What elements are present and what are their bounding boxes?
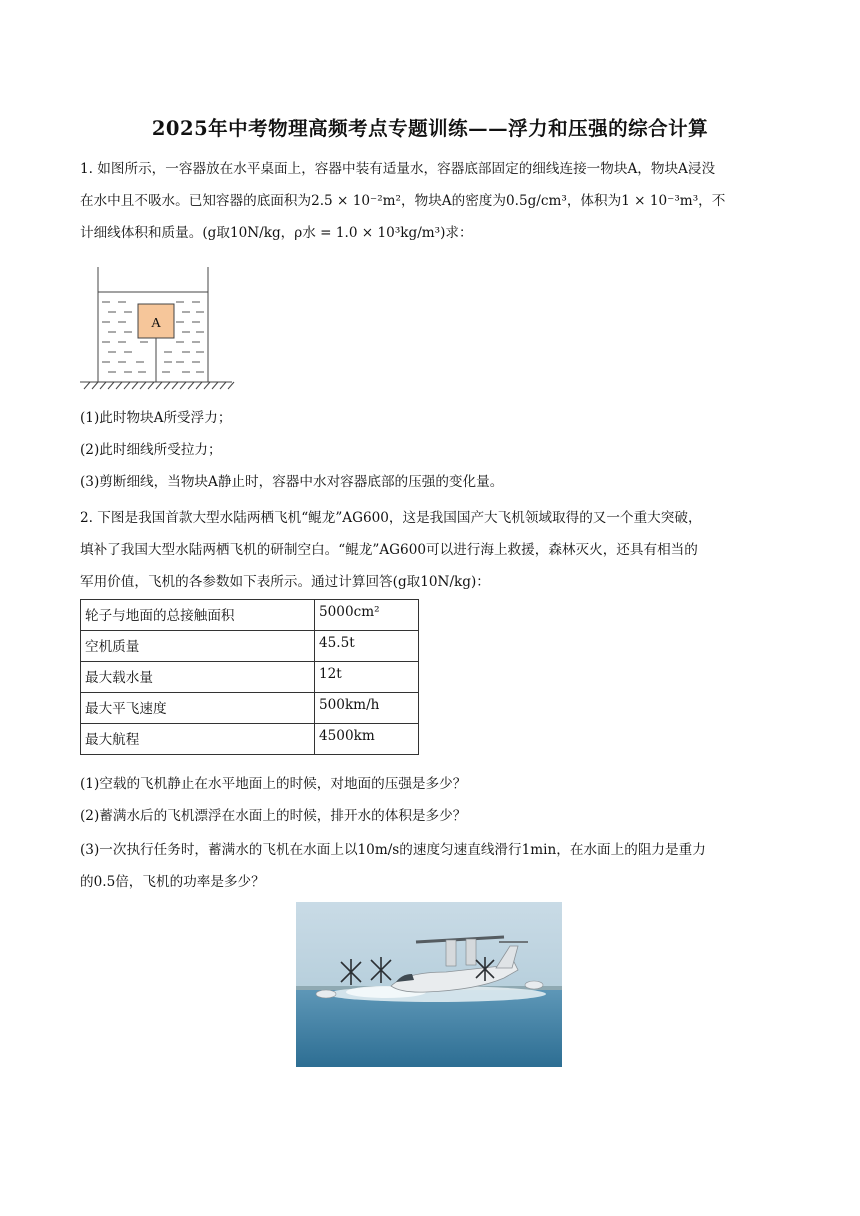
q2-sub-1: (1)空载的飞机静止在水平地面上的时候，对地面的压强是多少？ [80, 776, 467, 792]
table-row [81, 693, 419, 724]
amphibious-aircraft-photo [296, 902, 562, 1067]
container-diagram [80, 262, 235, 397]
question-1-text [80, 153, 780, 249]
question-2-text [80, 502, 780, 598]
q2-line-1: 2. 下图是我国首款大型水陆两栖飞机“鲲龙”AG600，这是我国国产大飞机领域取得的又一个重大突破， [80, 510, 702, 526]
q1-line-3: 计细线体积和质量。(g取10N/kg，ρ水 = 1.0 × 10³kg/m³)求： [80, 225, 473, 241]
table-value: 45.5t [315, 631, 419, 662]
q2-sub-3-line-1: (3)一次执行任务时，蓄满水的飞机在水面上以10m/s的速度匀速直线滑行1min，在水面上的阻力是重力 [80, 842, 706, 858]
q1-sub-2: (2)此时细线所受拉力； [80, 442, 222, 458]
q2-sub-3-line-2: 的0.5倍，飞机的功率是多少？ [80, 874, 265, 890]
q1-sub-3: (3)剪断细线，当物块A静止时，容器中水对容器底部的压强的变化量。 [80, 474, 504, 490]
table-key: 最大载水量 [81, 662, 315, 693]
q1-line-2: 在水中且不吸水。已知容器的底面积为2.5 × 10⁻²m²，物块A的密度为0.5g/cm³，体积为1 × 10⁻³m³，不 [80, 193, 726, 209]
table-row [81, 631, 419, 662]
table-key: 最大航程 [81, 724, 315, 755]
page-title: 2025年中考物理高频考点专题训练——浮力和压强的综合计算 [151, 117, 709, 140]
table-value: 12t [315, 662, 419, 693]
table-value: 5000cm² [315, 600, 419, 631]
q2-line-2: 填补了我国大型水陆两栖飞机的研制空白。“鲲龙”AG600可以进行海上救援，森林灭火，还具有相当的 [80, 542, 698, 558]
aircraft-parameters-table [80, 599, 419, 755]
table-key: 空机质量 [81, 631, 315, 662]
q1-sub-1: (1)此时物块A所受浮力； [80, 410, 232, 426]
table-key: 轮子与地面的总接触面积 [81, 600, 315, 631]
table-row [81, 662, 419, 693]
block-a-label: A [150, 316, 162, 331]
q2-line-3: 军用价值，飞机的各参数如下表所示。通过计算回答(g取10N/kg)： [80, 574, 490, 590]
table-value: 500km/h [315, 693, 419, 724]
q1-line-1: 1. 如图所示，一容器放在水平桌面上，容器中装有适量水，容器底部固定的细线连接一物块A，物块A浸没 [80, 161, 716, 177]
table-key: 最大平飞速度 [81, 693, 315, 724]
q2-sub-2: (2)蓄满水后的飞机漂浮在水面上的时候，排开水的体积是多少？ [80, 808, 467, 824]
table-row [81, 600, 419, 631]
table-value: 4500km [315, 724, 419, 755]
table-row [81, 724, 419, 755]
